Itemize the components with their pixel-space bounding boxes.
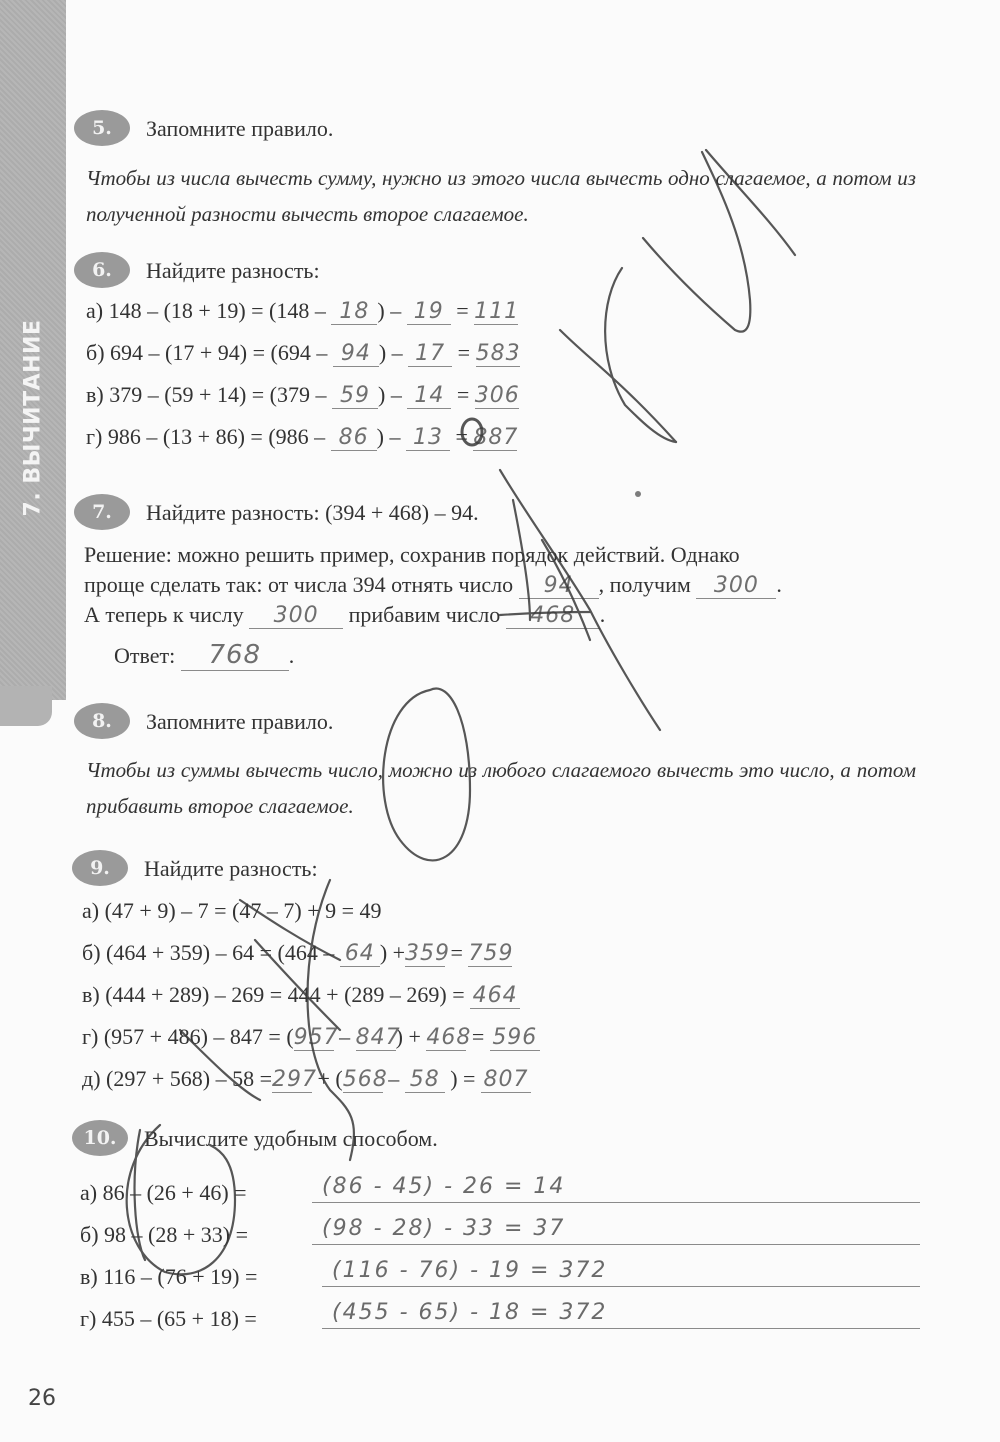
punctuation: . [599, 602, 606, 627]
chapter-side-tab [0, 0, 66, 700]
row-equals: = [457, 340, 471, 365]
task-10-row-a-expression: а) 86 – (26 + 46) = [80, 1180, 247, 1205]
row-label: г) [86, 424, 103, 449]
result-slot[interactable]: 306 [474, 383, 520, 408]
row-equals: = [456, 298, 469, 323]
answer-slot[interactable]: 300 [249, 603, 343, 629]
answer-slot[interactable]: 86 [331, 425, 377, 451]
task-6-row-g [86, 424, 517, 451]
task-9-badge: 9. [72, 850, 128, 886]
task-5-title: Запомните правило. [146, 116, 334, 141]
answer-slot[interactable]: 468 [506, 603, 600, 629]
task-6-badge: 6. [74, 252, 130, 288]
answer-slot[interactable]: 13 [406, 425, 450, 451]
solution-text: , получим [598, 572, 691, 597]
task-7-title: Найдите разность: (394 + 468) – 94. [146, 500, 479, 525]
task-8-title: Запомните правило. [146, 709, 334, 734]
answer-slot[interactable]: 14 [407, 383, 451, 409]
answer-slot[interactable]: 847 [355, 1025, 401, 1050]
task-6-row-a [86, 298, 518, 325]
solution-text: проще сделать так: от числа 394 отнять число [84, 572, 514, 597]
task-7-badge: 7. [74, 494, 130, 530]
answer-slot[interactable]: 59 [332, 383, 378, 409]
task-9-row-g [82, 1024, 540, 1051]
task-10-badge: 10. [72, 1120, 128, 1156]
result-slot[interactable]: 807 [481, 1067, 531, 1093]
task-6-row-b [86, 340, 520, 367]
answer-slot[interactable]: 300 [696, 573, 776, 599]
answer-slot[interactable]: 768 [181, 640, 289, 671]
answer-slot[interactable]: 568 [342, 1067, 388, 1092]
row-expression: 148 – (18 + 19) = (148 – [108, 298, 326, 323]
row-expression: г) (957 + 486) – 847 = ( [82, 1024, 294, 1049]
task-9-row-v [82, 982, 520, 1009]
answer-label: Ответ: [114, 643, 176, 668]
row-expression: д) (297 + 568) – 58 = [82, 1066, 272, 1091]
task-9-row-d [82, 1066, 531, 1093]
punctuation: . [288, 643, 295, 668]
task-10-row-v-expression: в) 116 – (76 + 19) = [80, 1264, 258, 1289]
row-operator: – [339, 1024, 351, 1049]
row-operator: ) – [378, 340, 403, 365]
answer-slot[interactable]: 297 [272, 1067, 317, 1092]
task-7-answer-line [114, 640, 294, 671]
row-expression: б) (464 + 359) – 64 = (464 – [82, 940, 335, 965]
scribble-stroke [560, 330, 676, 442]
row-label: а) [86, 298, 104, 323]
answer-slot[interactable]: 94 [333, 341, 379, 367]
pencil-dot [635, 491, 641, 497]
task-9-title: Найдите разность: [144, 856, 318, 881]
task-9-row-a: а) (47 + 9) – 7 = (47 – 7) + 9 = 49 [82, 898, 382, 923]
answer-slot[interactable]: 18 [331, 299, 377, 325]
chapter-tab-edge [0, 686, 52, 726]
task-10-row-a-answer[interactable]: (86 - 45) - 26 = 14 [312, 1174, 920, 1203]
row-operator: + ( [317, 1066, 343, 1091]
task-5-badge: 5. [74, 110, 130, 146]
task-10-row-g-answer[interactable]: (455 - 65) - 18 = 372 [322, 1300, 920, 1329]
punctuation: . [776, 572, 782, 597]
result-slot[interactable]: 759 [468, 941, 514, 966]
scribble-stroke [500, 470, 660, 730]
solution-text: прибавим число [348, 602, 501, 627]
row-expression: в) (444 + 289) – 269 = 444 + (289 – 269) = [82, 982, 465, 1007]
result-slot[interactable]: 887 [473, 425, 519, 450]
result-slot[interactable]: 111 [474, 299, 520, 324]
task-6-row-v [86, 382, 519, 409]
task-8-rule: Чтобы из суммы вычесть число, можно из любого слагаемого вычесть это число, а потом прибавить второе слагаемое. [86, 758, 916, 818]
answer-slot[interactable]: 58 [405, 1067, 445, 1093]
row-equals: = [455, 424, 468, 449]
task-10-row-v-answer[interactable]: (116 - 76) - 19 = 372 [322, 1258, 920, 1287]
row-label: в) [86, 382, 104, 407]
row-operator: – [388, 1066, 400, 1091]
answer-slot[interactable]: 94 [519, 573, 599, 599]
task-8-badge: 8. [74, 703, 130, 739]
row-equals: = [450, 940, 463, 965]
page-number: 26 [28, 1386, 56, 1411]
scribble-stroke [605, 268, 676, 442]
row-operator: ) + [395, 1024, 421, 1049]
row-expression: 986 – (13 + 86) = (986 – [107, 424, 326, 449]
row-equals: = [456, 382, 470, 407]
task-10-row-g-expression: г) 455 – (65 + 18) = [80, 1306, 257, 1331]
answer-slot[interactable]: 359 [405, 941, 451, 966]
answer-slot[interactable]: 17 [408, 341, 452, 367]
result-slot[interactable]: 596 [490, 1025, 540, 1051]
answer-slot[interactable]: 19 [407, 299, 451, 325]
row-expression: 694 – (17 + 94) = (694 – [110, 340, 328, 365]
result-slot[interactable]: 583 [475, 341, 521, 366]
task-9-row-b [82, 940, 512, 967]
answer-slot[interactable]: 64 [340, 941, 380, 967]
row-operator: ) – [377, 298, 402, 323]
row-equals: = [471, 1024, 485, 1049]
chapter-tab-label: 7. ВЫЧИТАНИЕ [20, 319, 46, 517]
row-operator: ) – [376, 424, 401, 449]
task-5-rule: Чтобы из числа вычесть сумму, нужно из этого числа вычесть одно слагаемое, а потом из полученной разности вычесть второе слагаемое. [86, 166, 916, 226]
task-7-solution-line-3 [84, 602, 605, 629]
answer-slot[interactable]: 957 [293, 1025, 339, 1050]
task-7-solution-line-2 [84, 572, 782, 599]
row-label: б) [86, 340, 105, 365]
answer-slot[interactable]: 468 [426, 1025, 472, 1050]
task-7-solution-line-1: Решение: можно решить пример, сохранив порядок действий. Однако [84, 542, 740, 567]
task-10-title: Вычислите удобным способом. [144, 1126, 438, 1151]
row-operator: ) = [450, 1066, 476, 1091]
row-expression: 379 – (59 + 14) = (379 – [109, 382, 327, 407]
task-10-row-b-answer[interactable]: (98 - 28) - 33 = 37 [312, 1216, 920, 1245]
row-operator: ) + [379, 940, 406, 965]
solution-text: А теперь к числу [84, 602, 244, 627]
task-10-row-b-expression: б) 98 – (28 + 33) = [80, 1222, 248, 1247]
result-slot[interactable]: 464 [470, 983, 520, 1009]
task-6-title: Найдите разность: [146, 258, 320, 283]
row-operator: ) – [378, 382, 402, 407]
